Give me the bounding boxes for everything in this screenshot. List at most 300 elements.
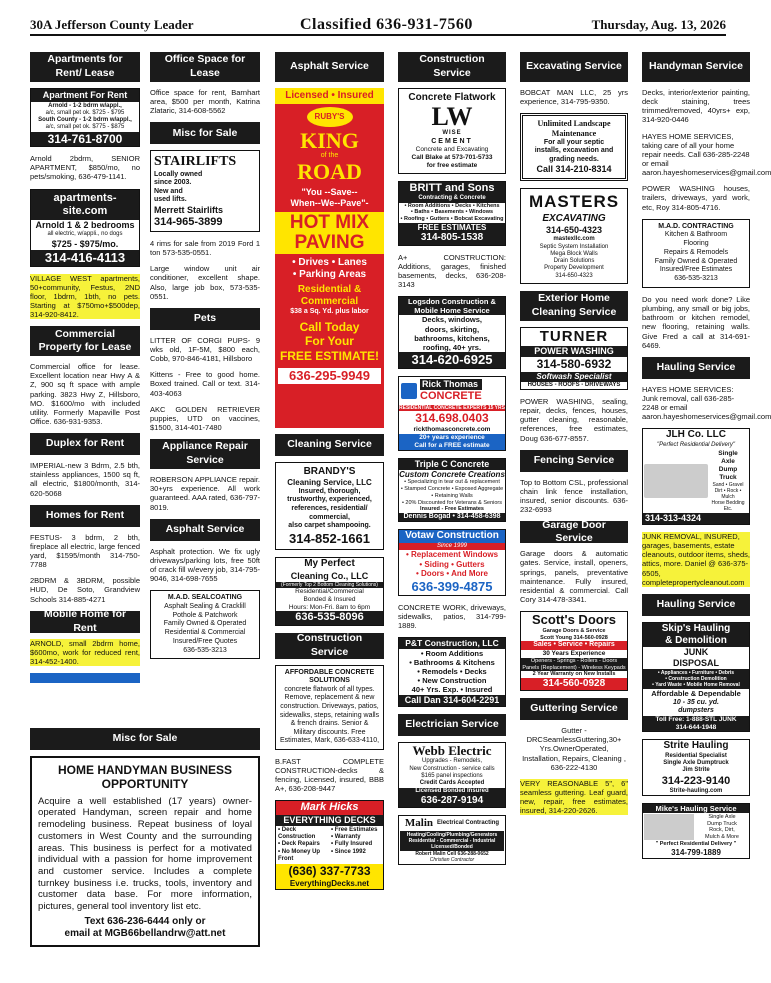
listing: CONCRETE WORK, driveways, sidewalks, patios, 314-799-1889.	[398, 603, 506, 631]
ad-text-line: POWER WASHING	[521, 346, 627, 357]
ad-text-line: Pothole & Patchwork	[172, 611, 238, 619]
ad-text-line: 314-580-6932	[536, 357, 612, 372]
ad-text-line: email at MGB66bellandrw@att.net	[64, 928, 226, 939]
ad-text-line: For all your septic	[543, 138, 605, 146]
ad-text-line: PAVING	[294, 231, 365, 253]
ad-text-line: Family Owned & Operated	[654, 257, 738, 265]
ad-text-line: • Specializing in tear out & replacement	[404, 479, 500, 486]
ad-text-line: "You --Save--	[301, 186, 358, 197]
ad-text-line: • Deck Repairs	[278, 841, 320, 848]
turner-power-washing-ad	[520, 327, 628, 390]
ad-text-line: (636) 337-7733	[276, 864, 383, 879]
listing: IMPERIAL-new 3 Bdrm, 2.5 bth, stainless appliances, 1500 sq ft, all electric, $1800/month, 314-620-5068	[30, 461, 140, 498]
ad-text-line: Christian Contractor	[429, 856, 475, 863]
votaw-construction-ad	[398, 529, 506, 596]
ad-text-line: 314-799-1889	[671, 848, 721, 858]
ad-text-line: • Construction Demolition	[665, 676, 727, 683]
ad-text-line: DISPOSAL	[672, 658, 719, 669]
ad-text-line: Single	[718, 449, 738, 457]
ad-text-line: CONCRETE	[420, 389, 482, 402]
listing: Arnold 2bdrm, SENIOR APARTMENT, $850/mo, no pets/smoking, 636-479-1141.	[30, 154, 140, 182]
mad-contracting-ad	[642, 219, 750, 288]
ad-text-line: New and	[154, 187, 183, 195]
ad-text-line: Asphalt Sealing & Cracklill	[164, 602, 246, 610]
ad-text-line: Drain Solutions	[553, 258, 595, 265]
ad-text-line: commercial,	[309, 513, 350, 521]
ad-text-line: • Fully Insured	[331, 841, 373, 848]
ad-text-line: 636-287-9194	[399, 795, 505, 807]
ad-text-line: Residential - Commercial - Industrial	[408, 837, 496, 844]
webb-electric-ad	[398, 742, 506, 809]
unlimited-landscape-ad	[520, 113, 628, 181]
header-construction-service: Construction Service	[398, 52, 506, 82]
affordable-concrete-ad	[275, 665, 384, 750]
ad-text-line: Jim Strite	[682, 767, 710, 774]
ad-text-line: LW	[431, 102, 473, 132]
ad-text-line: Cleaning Service, LLC	[287, 478, 372, 488]
ad-text-line: 636-535-8096	[276, 611, 383, 624]
ad-text-line: 2 Year Warranty on New Installs	[532, 671, 616, 678]
ad-text-line: Acquire a well established (17 years) owner-operated Handyman, screen repair and home remodeling business. Repeat business of loyal customers in West County and the surrounding areas. This business is perfect for a motivated individual with a passion for home improvement and customer service. Includes a complete turnkey business i.e. trucks, tools, inventory and customer data base. For more information, pictures, general tool inventory list etc.	[38, 795, 252, 913]
ad-text-line: grading needs.	[549, 155, 599, 163]
ad-text-line: Axle	[721, 457, 735, 465]
ad-text-line: Licensed Bonded Insured	[399, 788, 505, 795]
header-excavating: Excavating Service	[520, 52, 628, 82]
ad-text-line: P&T Construction, LLC	[399, 638, 505, 648]
ad-text-line: Arnold 1 & 2 bedrooms	[35, 220, 135, 231]
strite-hauling-ad	[642, 739, 750, 796]
rick-thomas-concrete-ad	[398, 376, 506, 451]
ad-text-line: Logsdon Construction & Mobile Home Service	[399, 297, 505, 315]
ad-text-line: Residential Specialist	[665, 752, 727, 759]
ad-text-line: HOUSES - ROOFS - DRIVEWAYS	[527, 381, 621, 388]
ad-text-line: Sales • Service • Repairs	[521, 641, 627, 650]
listing: HAYES HOME SERVICES: Junk removal, call 636-285-2248 or email aaron.hayeshomeservices@gmail.com	[642, 384, 771, 422]
ad-text-line: a/c, small pet ok. $775 - $875	[45, 123, 125, 130]
ad-text-line: Insured/Free Estimates	[659, 266, 733, 274]
header-hauling-2: Hauling Service	[642, 594, 750, 616]
truck-image-icon	[644, 814, 694, 840]
brandys-cleaning-ad	[275, 462, 384, 550]
ad-text-line: HOME HANDYMAN BUSINESS OPPORTUNITY	[57, 763, 232, 792]
ad-text-line: 40+ Yrs. Exp. • Insured	[411, 685, 493, 695]
ad-text-line: BRITT and Sons	[399, 182, 505, 195]
ad-text-line: "Perfect Residential Delivery"	[657, 441, 735, 448]
ad-text-line: Single Axle	[708, 814, 736, 821]
listing: Do you need work done? Like plumbing, any small or big jobs, bathroom or kitchen remodel, new flooring, retaining walls. Give Fred a call at 314-691-6469.	[642, 294, 750, 350]
ad-text-line: Mega Block Walls	[550, 250, 598, 257]
ad-text-line: Call Today	[299, 319, 360, 334]
ad-text-line: 314-650-4323	[555, 272, 593, 279]
apartment-phone: 314-761-8700	[31, 132, 139, 147]
ad-text-line: JUNK	[683, 647, 709, 658]
ad-text-line: • Retaining Walls	[431, 492, 473, 499]
ad-text-line: RESIDENTIAL CONCRETE EXPERTS 15 YRS	[399, 405, 505, 412]
ad-text-line: Dump Truck	[707, 820, 737, 827]
ad-text-line: Horse Bedding	[711, 499, 745, 506]
column-6	[642, 52, 771, 866]
ad-text-line: M.A.D. SEALCOATING	[167, 594, 243, 602]
ad-text-line: doors, skirting,	[424, 324, 480, 334]
header-asphalt: Asphalt Service	[150, 519, 260, 541]
ad-text-line: Dennis Bogad • 314-458-6398	[399, 513, 505, 522]
ad-text-line: EXCAVATING	[542, 213, 606, 225]
ad-text-line: JLH Co. LLC	[666, 429, 726, 441]
ad-text-line: 636-535-3213	[674, 275, 718, 283]
page-number: 30A Jefferson County Leader	[30, 17, 194, 32]
ad-text-line: Strite Hauling	[663, 740, 729, 752]
ad-text-line: • New Construction	[417, 676, 487, 686]
listing: Decks, interior/exterior painting, deck staining, trees trimmed/removed, 40yrs+ exp, 314-920-0446	[642, 88, 750, 125]
listing-highlighted: JUNK REMOVAL, INSURED, garages, basements, estate cleanouts, outdoor items, sheds, attics, more. Daniel @ 636-375-6505, completepropertycleanout.com	[642, 531, 750, 587]
mark-hicks-decks-ad	[275, 800, 384, 889]
ad-text-line: • Roofing • Gutters • Bobcat Excavating	[400, 215, 504, 222]
ad-text-line: 314-805-1538	[399, 232, 505, 244]
ad-text-line: for free estimate	[426, 161, 478, 169]
ad-text-line: Insured/Free Quotes	[172, 637, 238, 645]
ad-text-line: Scott's Doors	[532, 612, 616, 628]
ad-text-line: Custom Concrete Creations	[399, 469, 505, 479]
listing: Commercial office for lease. Excellent location near Hwy A & Z, 900 sq ft space with ample parking. 3823 Hwy Z, Hillsboro, MO. $1600/mo with included utility. Formerly Mapaville Post Office. 636-931-9353.	[30, 362, 140, 427]
ad-text-line: • Room Additions	[420, 648, 484, 658]
ad-text-line: FREE ESTIMATES	[399, 223, 505, 233]
header-electrician: Electrician Service	[398, 714, 506, 736]
ad-text-line: Residential &	[297, 283, 362, 295]
ad-text-line: (Formerly Top 2 Bottom Cleaning Solutions)	[276, 582, 383, 588]
ad-text-line: AFFORDABLE CONCRETE SOLUTIONS	[284, 668, 375, 685]
ad-text-line: Skip's Hauling	[643, 623, 749, 635]
ad-text-line: Affordable & Dependable	[651, 689, 741, 699]
ad-text-line: KING	[300, 128, 359, 154]
header-misc-wide: Misc for Sale	[30, 728, 260, 750]
mikes-hauling-ad	[642, 803, 750, 859]
ad-text-line: Truck	[719, 473, 737, 481]
issue-date: Thursday, Aug. 13, 2026	[591, 17, 726, 32]
ad-text-line: Insured - Free Estimates	[420, 506, 484, 513]
ad-text-line: Insured, thorough,	[298, 487, 361, 495]
ad-text-line: • Appliances • Furniture • Debris	[657, 670, 735, 677]
ad-text-line: 314-560-0928	[521, 678, 627, 690]
listing: AKC GOLDEN RETRIEVER puppies, UTD on vaccines, $1500, 314-401-7480	[150, 404, 260, 432]
ad-text-line: For Your	[305, 334, 354, 349]
ad-text-line: • Deck Construction	[278, 826, 316, 840]
ad-text-line: MASTERS	[528, 192, 620, 212]
ad-text-line: Concrete and Excavating	[415, 146, 489, 154]
skips-hauling-ad	[642, 622, 750, 733]
ad-text-line: 20+ years experience	[399, 434, 505, 442]
concrete-flatwork-ad	[398, 88, 506, 174]
header-pets: Pets	[150, 308, 260, 330]
listing: HAYES HOME SERVICES, taking care of all your home repair needs. Call 636-285-2248 or email aaron.hayeshomeservices@gmail.com	[642, 131, 771, 178]
listing: ROBERSON APPLIANCE repair. 30+yrs experience. All work guaranteed. AAA rated, 636-797-8019.	[150, 475, 260, 512]
ad-text-line: • No Money Up Front	[278, 848, 321, 862]
apartments-site-ad	[30, 189, 140, 267]
flag-icon	[401, 383, 417, 399]
ad-text-line: EVERYTHING DECKS	[276, 815, 383, 826]
ad-text-line: Since 1999	[399, 543, 505, 550]
listing: BOBCAT MAN LLC, 25 yrs experience, 314-795-9350.	[520, 88, 628, 107]
ad-text-line: Dump	[718, 465, 738, 473]
ad-text-line: • Stamped Concrete • Exposed Aggregate	[400, 486, 504, 493]
ad-text-line: Property Development	[544, 265, 604, 272]
header-handyman: Handyman Service	[642, 52, 750, 82]
ad-text-line: Electrical Contracting	[437, 820, 500, 827]
section-title: Classified 636-931-7560	[300, 16, 473, 33]
ad-text-line: trustworthy, experienced,	[287, 496, 372, 504]
ad-text-line: STAIRLIFTS	[154, 154, 237, 170]
column-4	[398, 52, 506, 872]
ad-text-line: Merrett Stairlifts	[154, 204, 224, 215]
ad-text-line: bathrooms, kitchens,	[414, 333, 490, 343]
ad-text-line: TURNER	[539, 328, 609, 346]
ad-text-line: $165 panel inspections	[421, 773, 483, 779]
column-5	[520, 52, 628, 822]
column-1	[30, 52, 140, 691]
ad-text-line: Rick Thomas	[420, 379, 482, 390]
color-bar	[30, 673, 140, 683]
ad-text-line: apartments-site.com	[31, 190, 139, 221]
ad-text-line: dumpsters	[678, 707, 714, 715]
apartment-ad	[30, 88, 140, 147]
ad-text-line: $725 - $975/mo.	[51, 238, 119, 249]
ad-text-line: Softwash Specialist	[521, 372, 627, 382]
listing: Office space for rent, Barnhart area, $500 per month, Katrina Zlataric, 314-608-5562	[150, 88, 260, 116]
column-2	[150, 52, 260, 666]
ad-text-line: WISE	[442, 130, 462, 137]
ad-text-line: Malin	[404, 817, 434, 830]
stairlifts-ad	[150, 150, 260, 232]
ad-text-line: Locally owned	[154, 170, 203, 178]
header-commercial: Commercial Property for Lease	[30, 326, 140, 356]
ad-text-line: installs, excavation and	[534, 147, 614, 155]
ad-text-line: used lifts.	[154, 196, 187, 204]
ad-text-line: Etc.	[723, 505, 733, 512]
ad-text-line: FREE ESTIMATE!	[279, 349, 380, 364]
header-fencing: Fencing Service	[520, 450, 628, 472]
ad-text-line: When--We--Pave"-	[290, 197, 369, 208]
ad-text-line: Residential & Commercial	[164, 629, 246, 637]
ad-text-line: Bonded & Insured	[303, 595, 356, 603]
ad-text-line: Scott Young 314-560-0928	[540, 634, 608, 641]
listing: Asphalt protection. We fix ugly driveways/parking lots, free 50ft of crack fill w/every job, 314-795-9046, 314-698-7655	[150, 546, 260, 584]
ad-text-line: • Parking Areas	[292, 268, 367, 280]
ad-text-line: Flooring	[683, 240, 709, 248]
ad-text-line: 314.698.0403	[415, 411, 489, 426]
ad-text-line: roofing, 40+ yrs.	[422, 342, 482, 352]
ad-text-line: Credit Cards Accepted	[419, 780, 485, 787]
ad-text-line: Hours: Mon-Fri. 8am to 6pm	[288, 603, 371, 611]
ad-text-line: Mike's Hauling Service	[643, 804, 749, 813]
ad-text-line: Mulch & More	[705, 834, 739, 841]
ad-text-line: Concrete Flatwork	[408, 92, 496, 103]
handyman-business-ad	[30, 756, 260, 947]
header-hauling: Hauling Service	[642, 357, 750, 379]
listing: POWER WASHING houses, trailers, driveways, yard work, etc, Roy 314-805-4716.	[642, 184, 750, 212]
ad-text-line: also carpet shampooing.	[288, 522, 371, 530]
masthead	[30, 14, 726, 36]
ad-text-line: Rock, Dirt,	[709, 827, 735, 834]
ad-text-line: My Perfect	[304, 558, 355, 570]
ad-text-line: " Perfect Residential Delivery "	[655, 841, 737, 848]
ad-text-line: Strite-hauling.com	[669, 787, 723, 794]
listing: Garage doors & automatic gates. Service, install, openers, springs, panels, preventative maintenance. Fully insured, residential & commercial. Call Cory 314-478-3341.	[520, 549, 628, 605]
britt-sons-ad	[398, 181, 506, 246]
rubys-asphalt-ad	[275, 88, 384, 428]
ad-text-line: since 2003.	[154, 179, 192, 187]
ad-text-line: • Baths • Basements • Windows	[410, 209, 494, 216]
ad-text-line: • Doors • And More	[416, 569, 488, 579]
ad-text-line: Licensed/Bonded	[431, 843, 473, 850]
ad-text-line: Call Dan 314-604-2291	[399, 695, 505, 706]
ad-text-line: Openers - Springs - Rollers - Doors	[530, 657, 618, 664]
ad-text-line: $38 a Sq. Yd. plus labor	[290, 308, 369, 316]
ad-text-line: 30 Years Experience	[542, 649, 606, 657]
ad-text-line: all electric, w/appli., no dogs	[47, 231, 123, 238]
rubys-badge: RUBY'S	[307, 107, 353, 127]
header-guttering: Guttering Service	[520, 698, 628, 720]
ad-text-line: Text 636-236-6444 only or	[84, 915, 206, 927]
header-garage-door: Garage Door Service	[520, 521, 628, 543]
ad-text-line: • Room Additions • Decks • Kitchens	[404, 202, 500, 209]
my-perfect-cleaning-ad	[275, 557, 384, 625]
ad-text-line: • Bathrooms & Kitchens	[409, 657, 495, 667]
ad-text-line: BRANDY'S	[303, 466, 356, 477]
column-3	[275, 52, 384, 897]
ad-text-line: Sand • Gravel	[712, 481, 744, 488]
ad-text-line: Heating/Cooling/Plumbing/Generators	[406, 831, 498, 838]
listing: A+ CONSTRUCTION: Additions, garages, finished basements, decks, 636-208-3143	[398, 252, 506, 289]
ad-text-line: concrete flatwork of all types. Remove, replacement & new construction. Driveways, patios, sidewalks, steps, retaining walls & french drains. Senior & Military discounts. Free Estimates, Mark, 636-633-4110,	[279, 685, 380, 745]
header-asphalt-service: Asphalt Service	[275, 52, 384, 82]
sealcoating-ad	[150, 590, 260, 659]
ad-text-line: South County - 1-2 bdrm w/appl.,	[38, 116, 132, 123]
triple-c-concrete-ad	[398, 458, 506, 523]
listing: 4 rims for sale from 2019 Ford 1 ton 573-535-0551.	[150, 239, 260, 258]
ad-text-line: • Remodels • Decks	[417, 667, 487, 677]
listing: LITTER OF CORGI PUPS- 9 wks old, 1F-5M, $800 each, Cobb, 970-846-4181, Hillsboro	[150, 335, 260, 364]
ad-text-line: ROAD	[297, 158, 362, 184]
ad-text-line: 314-416-4113	[31, 250, 139, 266]
ad-text-line: Decks, windows,	[421, 315, 483, 325]
listing-highlighted: VILLAGE WEST apartments, 50+community, Festus, 2ND floor, 1bdrm, 1bth, no pets. Starting at $750mo+$500dep, 314-920-8412.	[30, 273, 140, 320]
ad-text-line: Toll Free: 1-888-STL JUNK	[643, 716, 749, 724]
ad-text-line: 10 - 35 cu. yd.	[673, 698, 719, 706]
ad-text-line: 314-620-6925	[399, 352, 505, 368]
header-misc: Misc for Sale	[150, 122, 260, 144]
ad-text-line: Webb Electric	[412, 742, 492, 758]
ad-text-line: • Warranty	[331, 833, 361, 840]
ad-text-line: • 20% Discounted for Veterans & Seniors	[401, 499, 503, 506]
ad-text-line: 314-650-4323	[545, 225, 603, 236]
ad-text-line: rickthomasconcrete.com	[413, 425, 491, 433]
ad-text-line: Unlimited Landscape	[537, 119, 611, 129]
header-duplex: Duplex for Rent	[30, 433, 140, 455]
ad-text-line: Mark Hicks	[276, 801, 383, 814]
ad-text-line: Robert Malin Cell 636-288-0652	[415, 850, 489, 857]
header-appliance: Appliance Repair Service	[150, 439, 260, 469]
dump-truck-icon	[644, 464, 708, 498]
scotts-doors-ad	[520, 611, 628, 691]
listing: Large window unit air conditioner, excellent shape. Also, large job box, 573-535-0551.	[150, 264, 260, 301]
ad-text-line: references, residential/	[291, 505, 368, 512]
ad-text-line: CEMENT	[431, 137, 473, 145]
ad-text-line: 636-295-9949	[278, 368, 381, 384]
header-office: Office Space for Lease	[150, 52, 260, 82]
header-construction: Construction Service	[275, 633, 384, 659]
ad-text-line: Kitchen & Bathroom	[664, 231, 728, 239]
ad-text-line: Family Owned & Operated	[163, 620, 247, 628]
ad-text-line: • Drives • Lanes	[292, 256, 367, 268]
ad-text-line: Licensed • Insured	[275, 88, 384, 104]
ad-text-line: 314-223-9140	[661, 774, 731, 787]
header-apartments: Apartments for Rent/ Lease	[30, 52, 140, 82]
ad-text-line: Panels (Replacement) - Wireless Keypads	[522, 664, 626, 671]
ad-text-line: Maintenance	[551, 129, 597, 139]
ad-text-line: Votaw Construction	[399, 530, 505, 542]
ad-text-line: Septic System Installation	[539, 243, 609, 250]
ad-text-line: a/c, small pet ok. $725 - $795	[45, 109, 125, 116]
ad-text-line: Contracting & Concrete	[399, 195, 505, 202]
ad-text-line: 314-313-4324	[643, 513, 749, 524]
ad-text-line: Dirt • Rock • Mulch	[714, 487, 742, 500]
ad-text-line: • Free Estimates	[331, 826, 378, 833]
listing: Kittens - Free to good home. Boxed trained. Call or text. 314-403-4063	[150, 370, 260, 398]
ad-text-line: Commercial	[300, 296, 359, 308]
misc-for-sale-section	[30, 728, 260, 947]
ad-text-line: 314-965-3899	[154, 215, 223, 228]
malin-electrical-ad	[398, 815, 506, 865]
listing-highlighted: ARNOLD, small 2bdrm home, $600mo, work for reduced rent, 314-452-1400.	[30, 638, 140, 667]
ad-text-line: Arnold - 1-2 bdrm w/appl.,	[48, 102, 122, 109]
ad-text-line: Cleaning Co., LLC	[290, 570, 369, 581]
header-homes: Homes for Rent	[30, 505, 140, 527]
ad-text-line: 314-852-1661	[289, 530, 370, 546]
header-mobile-home: Mobile Home for Rent	[30, 611, 140, 633]
listing: B.FAST COMPLETE CONSTRUCTION-decks & fencing, Licensed, insured, BBB A+, 636-208-9447	[275, 756, 384, 794]
listing: Top to Bottom CSL, professional chain link fence installation, insured, senior discounts. 636-232-6993	[520, 477, 628, 515]
listing: FESTUS- 3 bdrm, 2 bth, fireplace all electric, large fenced yard, $1595/month 314-750-7788	[30, 532, 140, 570]
ad-text-line: of the	[320, 152, 339, 160]
ad-text-line: Call 314-210-8314	[536, 164, 612, 175]
listing: Gutter - DRCSeamlessGuttering,30+ Yrs.OwnerOperated, Installation, Repairs, Cleaning , 636-222-4130	[522, 726, 626, 772]
ad-text-line: Single Axle Dumptruck	[663, 759, 729, 766]
jlh-co-ad	[642, 428, 750, 525]
listing: 2BDRM & 3BDRM, possible HUD, De Soto, Grandview Schools 314-885-4271	[30, 576, 140, 604]
listing-highlighted: VERY REASONABLE 5", 6" seamless guttering. Leaf guard, new, repair, free estimates, insured, 314-220-2626.	[520, 778, 628, 816]
masters-excavating-ad	[520, 188, 628, 284]
ad-text-line: EverythingDecks.net	[276, 879, 383, 889]
ad-text-line: & Demolition	[643, 635, 749, 647]
ad-text-line: Call for a FREE estimate	[399, 442, 505, 450]
pt-construction-ad	[398, 637, 506, 706]
listing: POWER WASHING, sealing, repair, decks, fences, houses, gutter cleaning, reasonable, references, free estimates, Doug 636-677-8557.	[520, 397, 628, 443]
ad-text-line: M.A.D. CONTRACTING	[658, 222, 734, 230]
ad-text-line: mastexllc.com	[553, 236, 595, 243]
ad-text-line: Triple C Concrete	[399, 459, 505, 470]
header-exterior-cleaning: Exterior Home Cleaning Service	[520, 291, 628, 321]
ad-text-line: Upgrades - Remodels,	[421, 758, 483, 765]
ad-text-line: • Since 1992	[331, 848, 366, 855]
ad-text-line: • Siding • Gutters	[419, 559, 485, 569]
ad-text-line: HOT MIX	[289, 211, 370, 233]
logsdon-ad	[398, 296, 506, 369]
ad-text-line: • Yard Waste • Mobile Home Removal	[652, 682, 740, 689]
header-cleaning: Cleaning Service	[275, 434, 384, 456]
ad-text-line: Repairs & Remodels	[663, 248, 729, 256]
ad-text-line: Call Blake at 573-701-5733	[411, 153, 493, 161]
ad-text-line: Residential/Commercial	[295, 587, 364, 595]
ad-text-line: Garage Doors & Service	[542, 628, 606, 635]
